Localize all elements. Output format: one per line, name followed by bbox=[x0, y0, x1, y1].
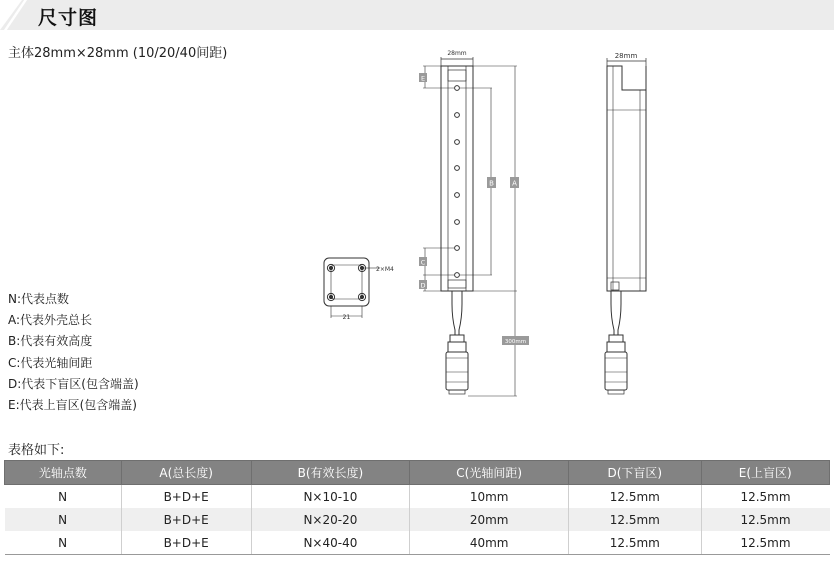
side-view bbox=[605, 58, 646, 394]
legend-item: B:代表有效高度 bbox=[8, 334, 93, 349]
column-header: 光轴点数 bbox=[5, 461, 122, 485]
table-cell: 12.5mm bbox=[701, 485, 830, 509]
dimension-legend bbox=[8, 289, 139, 416]
table-cell: 12.5mm bbox=[701, 531, 830, 555]
legend-item: A:代表外壳总长 bbox=[8, 313, 93, 328]
front-view bbox=[420, 57, 517, 396]
table-cell: N bbox=[5, 485, 122, 509]
column-header: B(有效长度) bbox=[251, 461, 410, 485]
mount-spacing-label: 21 bbox=[342, 314, 351, 321]
spec-table bbox=[4, 460, 830, 555]
column-header: E(上盲区) bbox=[701, 461, 830, 485]
table-cell: N bbox=[5, 531, 122, 555]
table-cell: N bbox=[5, 508, 122, 531]
column-header: C(光轴间距) bbox=[410, 461, 569, 485]
table-cell: 12.5mm bbox=[569, 508, 701, 531]
table-row bbox=[5, 531, 830, 555]
dim-b-label: B bbox=[489, 179, 494, 188]
legend-item: C:代表光轴间距 bbox=[8, 355, 93, 370]
body-size-note: 主体28mm×28mm (10/20/40间距) bbox=[8, 46, 228, 61]
table-cell: 40mm bbox=[410, 531, 569, 555]
column-header: A(总长度) bbox=[121, 461, 251, 485]
cable-length-label: 300mm bbox=[504, 339, 527, 345]
legend-item: E:代表上盲区(包含端盖) bbox=[8, 398, 137, 413]
table-cell: N×20-20 bbox=[251, 508, 410, 531]
side-width-label: 28mm bbox=[614, 52, 638, 60]
table-cell: N×10-10 bbox=[251, 485, 410, 509]
table-cell: 12.5mm bbox=[569, 531, 701, 555]
table-cell: 12.5mm bbox=[569, 485, 701, 509]
table-cell: 10mm bbox=[410, 485, 569, 509]
dim-d-label: D bbox=[420, 281, 426, 290]
front-width-label: 28mm bbox=[447, 50, 467, 57]
table-cell: B+D+E bbox=[121, 531, 251, 555]
legend-item: N:代表点数 bbox=[8, 292, 70, 306]
table-cell: B+D+E bbox=[121, 485, 251, 509]
table-cell: 20mm bbox=[410, 508, 569, 531]
page-title: 尺寸图 bbox=[38, 7, 99, 29]
table-cell: B+D+E bbox=[121, 508, 251, 531]
end-view bbox=[324, 258, 380, 318]
legend-item: D:代表下盲区(包含端盖) bbox=[8, 376, 139, 391]
column-header: D(下盲区) bbox=[569, 461, 701, 485]
mount-holes-label: 2×M4 bbox=[376, 266, 394, 273]
table-cell: N×40-40 bbox=[251, 531, 410, 555]
table-caption: 表格如下: bbox=[8, 443, 65, 458]
table-row bbox=[5, 508, 830, 531]
dim-c-label: C bbox=[420, 258, 426, 267]
dim-a-label: A bbox=[512, 179, 517, 188]
table-header-row bbox=[5, 461, 830, 485]
dim-e-label: E bbox=[420, 74, 426, 83]
table-cell: 12.5mm bbox=[701, 508, 830, 531]
table-row bbox=[5, 485, 830, 509]
